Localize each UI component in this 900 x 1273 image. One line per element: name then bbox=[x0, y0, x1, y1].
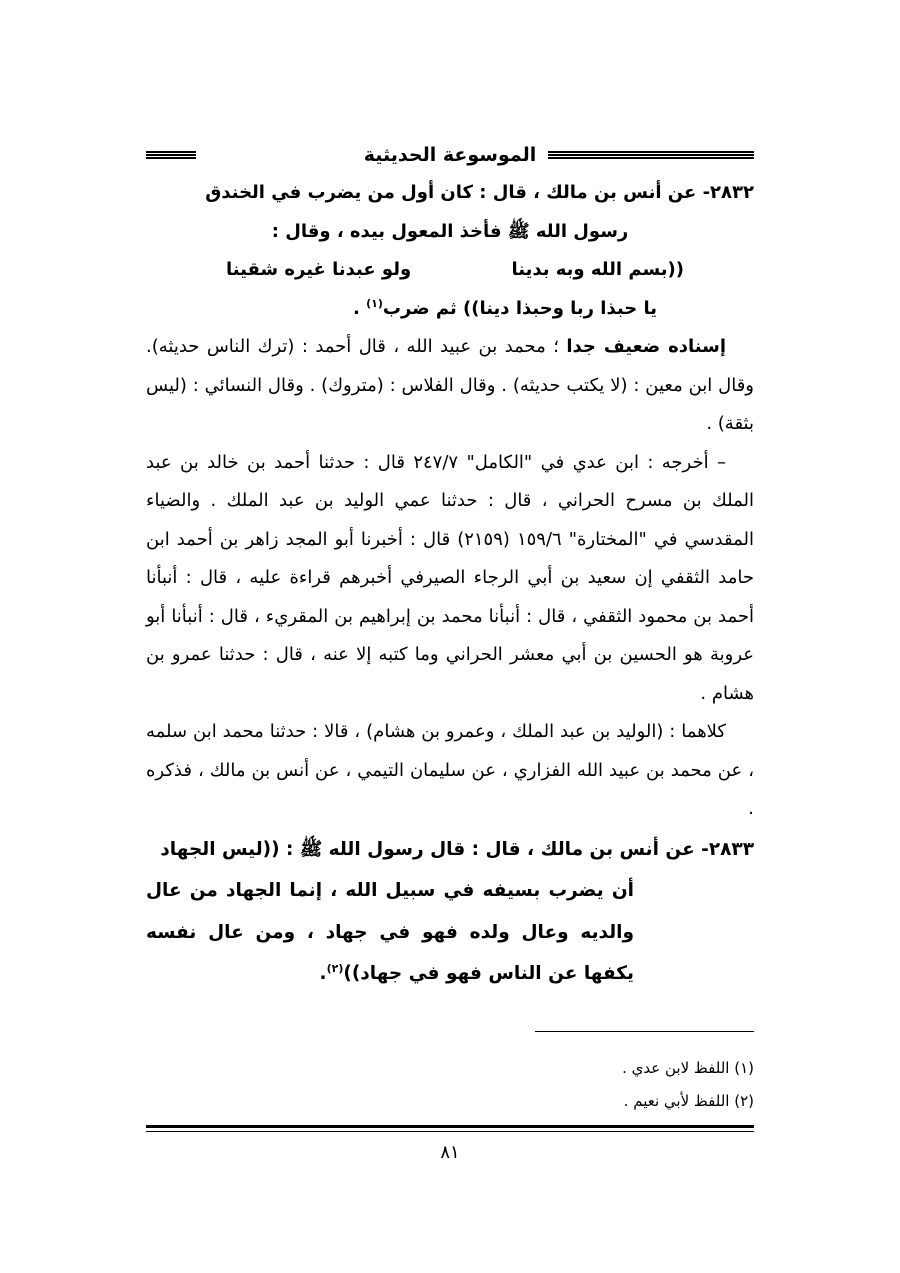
verse1-left: ولو عبدنا غيره شقينا bbox=[226, 259, 412, 280]
header-title-text: الموسوعة الحديثية bbox=[352, 144, 549, 166]
hadith-2833-line1: ٢٨٣٣- عن أنس بن مالك ، قال : قال رسول الله ﷺ : ((ليس الجهاد bbox=[160, 838, 754, 860]
running-header bbox=[146, 140, 754, 174]
hadith-2832-line1: ٢٨٣٢- عن أنس بن مالك ، قال : كان أول من يضرب في الخندق bbox=[205, 182, 754, 203]
isnad-text: ؛ محمد بن عبيد الله ، قال أحمد : (ترك الناس حديثه). وقال ابن معين : (لا يكتب حديثه) . وقال الفلاس : (متروك) . وقال النسائي : (ليس بثقة) . bbox=[146, 336, 754, 434]
footnotes bbox=[146, 1052, 754, 1118]
verse-row-1 bbox=[146, 251, 754, 290]
page-number: ٨١ bbox=[440, 1142, 460, 1163]
isnad-lead: إسناده ضعيف جدا bbox=[566, 336, 726, 357]
isnad-paragraph bbox=[146, 328, 754, 444]
hadith-2833-rest-text: أن يضرب بسيفه في سبيل الله ، إنما الجهاد من عال والديه وعال ولده فهو في جهاد ، ومن عال نفسه يكفها عن الناس فهو في جهاد)) bbox=[146, 880, 634, 984]
hadith-2832-line2: رسول الله ﷺ فأخذ المعول بيده ، وقال : bbox=[271, 220, 629, 242]
hadith-2833 bbox=[146, 829, 754, 995]
hadith-2833-rest bbox=[146, 870, 754, 995]
verse1-right: ((بسم الله وبه بدينا bbox=[511, 259, 684, 280]
footnote-separator bbox=[535, 1031, 754, 1032]
bottom-rule-thin bbox=[146, 1131, 754, 1132]
footnote-1: (١) اللفظ لابن عدي . bbox=[622, 1059, 754, 1077]
body-text bbox=[146, 174, 754, 995]
verse2-end: . bbox=[353, 297, 367, 319]
bottom-rule-thick bbox=[146, 1125, 754, 1128]
verse2-text: يا حبذا ربا وحبذا دينا)) ثم ضرب bbox=[382, 297, 657, 319]
footnote-2: (٢) اللفظ لأبي نعيم . bbox=[623, 1092, 754, 1110]
footnote-ref-2: (٢) bbox=[326, 961, 344, 975]
hadith-2833-end: . bbox=[319, 963, 327, 984]
takhrij-paragraph-2: كلاهما : (الوليد بن عبد الملك ، وعمرو بن هشام) ، قالا : حدثنا محمد ابن سلمه ، عن محمد بن عبيد الله الفزاري ، عن سليمان التيمي ، عن أنس بن مالك ، فذكره . bbox=[146, 721, 754, 819]
verse-row-2 bbox=[146, 290, 754, 329]
footnote-ref-1: (١) bbox=[366, 296, 383, 310]
takhrij-paragraph-1: – أخرجه : ابن عدي في "الكامل" ٢٤٧/٧ قال : حدثنا أحمد بن خالد بن عبد الملك بن مسرح الحراني ، قال : حدثنا عمي الوليد بن عبد الملك . والضياء المقدسي في "المختارة" ١٥٩/٦ (٢١٥٩) قال : أخبرنا أبو المجد زاهر بن أحمد ابن حامد الثقفي إن سعيد بن أبي الرجاء الصيرفي أخبرهم قراءة عليه ، قال : أنبأنا أحمد بن محمود الثقفي ، قال : أنبأنا محمد بن إبراهيم بن المقريء ، قال : أنبأنا أبو عروبة هو الحسين بن أبي معشر الحراني وما كتبه إلا عنه ، قال : حدثنا عمرو بن هشام . bbox=[146, 451, 754, 704]
header-title bbox=[146, 140, 754, 170]
